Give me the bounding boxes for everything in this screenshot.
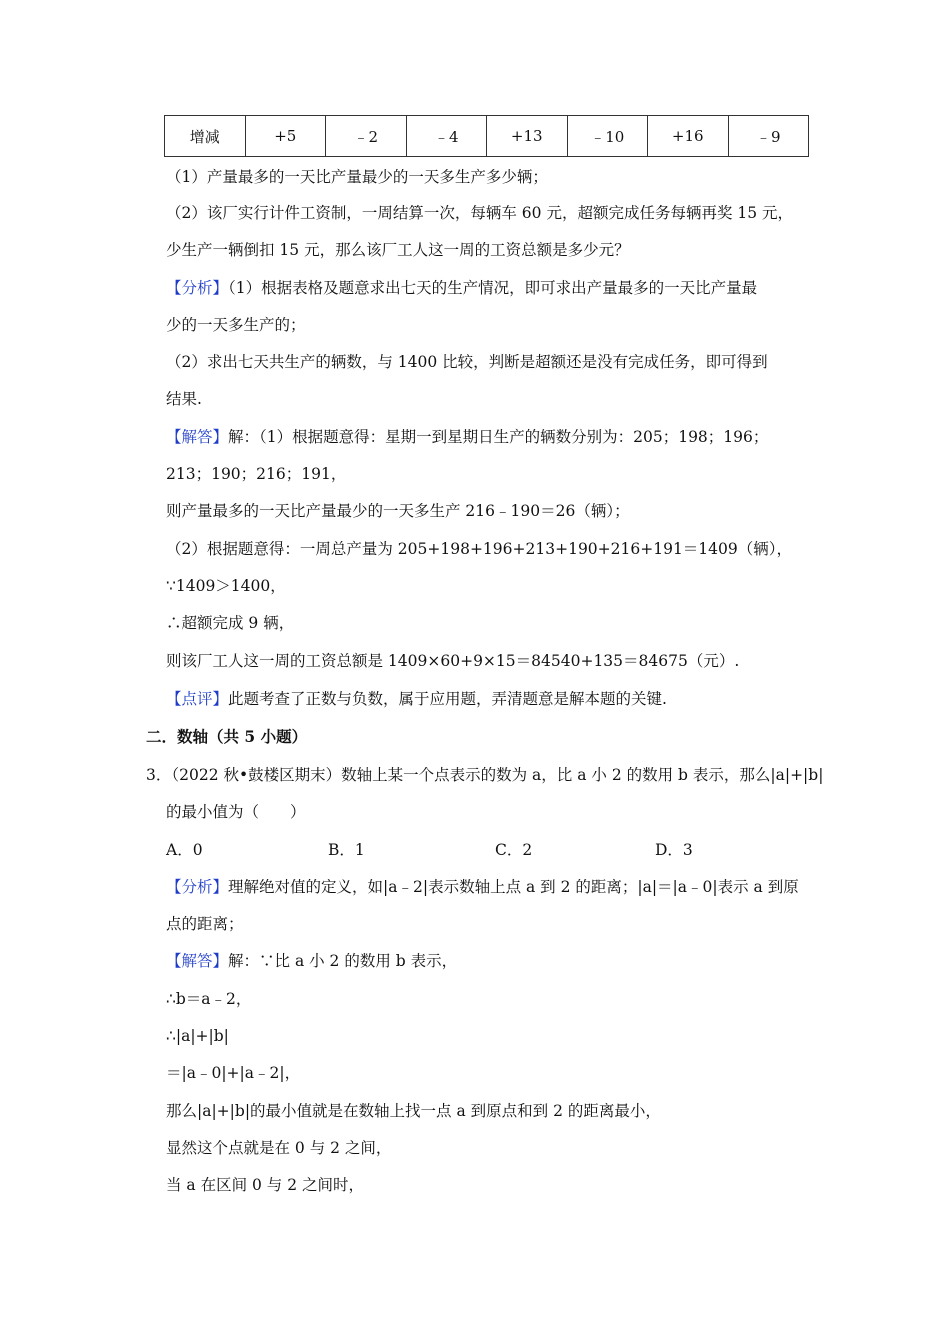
table-cell: 增减 (165, 116, 246, 157)
answer-text: ∴|a|+|b| (166, 1027, 229, 1045)
comment-text: 此题考查了正数与负数，属于应用题，弄清题意是解本题的关键. (228, 690, 667, 708)
change-table (164, 115, 809, 157)
answer-text: 解：∵比 a 小 2 的数用 b 表示， (228, 952, 458, 970)
section-title: 二．数轴（共 5 小题） (146, 727, 308, 746)
answer-text: 213；190；216；191， (166, 465, 347, 483)
question-stem-cont: 的最小值为（ ） (166, 803, 306, 821)
analysis-tag: 【分析】 (166, 279, 229, 297)
analysis-paragraph (166, 277, 757, 299)
table-cell: ﹣4 (406, 116, 487, 157)
answer-text: 解：（1）根据题意得：星期一到星期日生产的辆数分别为：205；198；196； (228, 428, 769, 446)
option-b: B．1 (328, 841, 365, 859)
answer-text: 当 a 在区间 0 与 2 之间时， (166, 1176, 365, 1194)
answer-paragraph (166, 426, 768, 448)
table-cell: +16 (648, 116, 729, 157)
analysis-text: 结果. (166, 390, 202, 408)
answer-text: 则该厂工人这一周的工资总额是 1409×60+9×15＝84540+135＝84675（元）. (166, 652, 740, 670)
answer-text: ∴b＝a﹣2， (166, 990, 252, 1008)
answer-text: （2）根据题意得：一周总产量为 205+198+196+213+190+216+191＝1409（辆）， (166, 540, 793, 558)
answer-text: ＝|a﹣0|+|a﹣2|， (166, 1064, 301, 1082)
question-part-2-cont: 少生产一辆倒扣 15 元，那么该厂工人这一周的工资总额是多少元？ (166, 241, 630, 259)
answer-text: ∴超额完成 9 辆， (166, 614, 295, 632)
answer-text: 显然这个点就是在 0 与 2 之间， (166, 1139, 392, 1157)
analysis-tag: 【分析】 (166, 878, 229, 896)
analysis-text: （1）根据表格及题意求出七天的生产情况，即可求出产量最多的一天比产量最 (228, 279, 758, 297)
question-stem: 3．（2022 秋•鼓楼区期末）数轴上某一个点表示的数为 a，比 a 小 2 的数用 b 表示，那么|a|+|b| (146, 766, 824, 784)
table-cell: ﹣2 (326, 116, 407, 157)
table-cell: +13 (487, 116, 568, 157)
answer-paragraph (166, 950, 457, 972)
analysis-text: 理解绝对值的定义，如|a﹣2|表示数轴上点 a 到 2 的距离；|a|＝|a﹣0|表示 a 到原 (228, 878, 799, 896)
answer-text: 那么|a|+|b|的最小值就是在数轴上找一点 a 到原点和到 2 的距离最小， (166, 1102, 661, 1120)
table-row (165, 116, 809, 157)
option-c: C．2 (495, 841, 533, 859)
option-a: A．0 (166, 841, 203, 859)
analysis-paragraph (166, 876, 799, 898)
question-part-1: （1）产量最多的一天比产量最少的一天多生产多少辆； (166, 168, 548, 186)
analysis-text: （2）求出七天共生产的辆数，与 1400 比较，判断是超额还是没有完成任务，即可得到 (166, 353, 768, 371)
answer-tag: 【解答】 (166, 428, 229, 446)
comment-tag: 【点评】 (166, 690, 229, 708)
table-cell: ﹣9 (728, 116, 809, 157)
analysis-text: 点的距离； (166, 915, 244, 933)
answer-text: 则产量最多的一天比产量最少的一天多生产 216﹣190＝26（辆）； (166, 502, 630, 520)
answer-tag: 【解答】 (166, 952, 229, 970)
table-cell: +5 (245, 116, 326, 157)
option-d: D．3 (655, 841, 693, 859)
answer-text: ∵1409＞1400， (166, 577, 286, 595)
question-part-2: （2）该厂实行计件工资制，一周结算一次，每辆车 60 元，超额完成任务每辆再奖 15 元， (166, 204, 794, 222)
comment-paragraph (166, 688, 667, 710)
table-cell: ﹣10 (567, 116, 648, 157)
analysis-text: 少的一天多生产的； (166, 316, 306, 334)
